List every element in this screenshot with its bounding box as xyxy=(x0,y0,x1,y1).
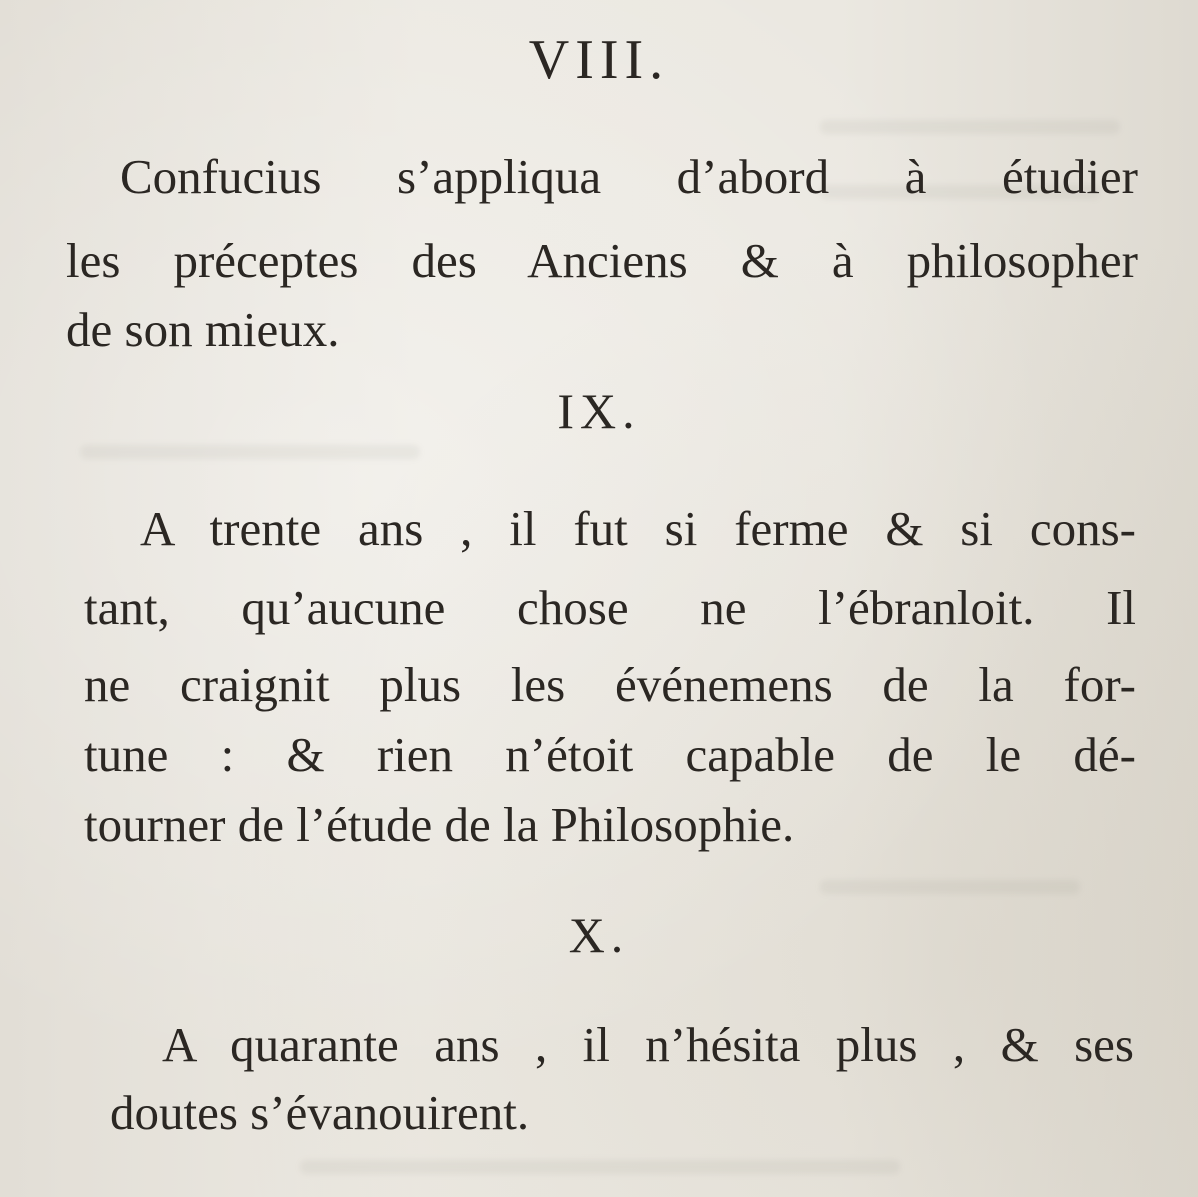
show-through-text xyxy=(80,445,420,459)
show-through-text xyxy=(300,1160,900,1174)
paragraph-line: ne craignit plus les événemens de la for- xyxy=(84,657,1136,712)
paragraph-line: tourner de l’étude de la Philosophie. xyxy=(84,797,795,852)
section-heading-viii: VIII. xyxy=(528,29,670,91)
show-through-text xyxy=(820,120,1120,134)
paragraph-line: de son mieux. xyxy=(66,302,340,357)
paragraph-line: A trente ans , il fut si ferme & si cons- xyxy=(140,501,1136,556)
paragraph-line: tant, qu’aucune chose ne l’ébranloit. Il xyxy=(84,580,1136,635)
show-through-text xyxy=(820,880,1080,894)
section-heading-ix: IX. xyxy=(557,383,641,439)
paragraph-line: les préceptes des Anciens & à philosopher xyxy=(66,233,1138,288)
paragraph-line: doutes s’évanouirent. xyxy=(110,1085,530,1140)
paragraph-line: Confucius s’appliqua d’abord à étudier xyxy=(120,149,1138,204)
section-heading-x: X. xyxy=(568,907,630,963)
paragraph-line: A quarante ans , il n’hésita plus , & ses xyxy=(162,1017,1134,1072)
paragraph-line: tune : & rien n’étoit capable de le dé- xyxy=(84,727,1136,782)
